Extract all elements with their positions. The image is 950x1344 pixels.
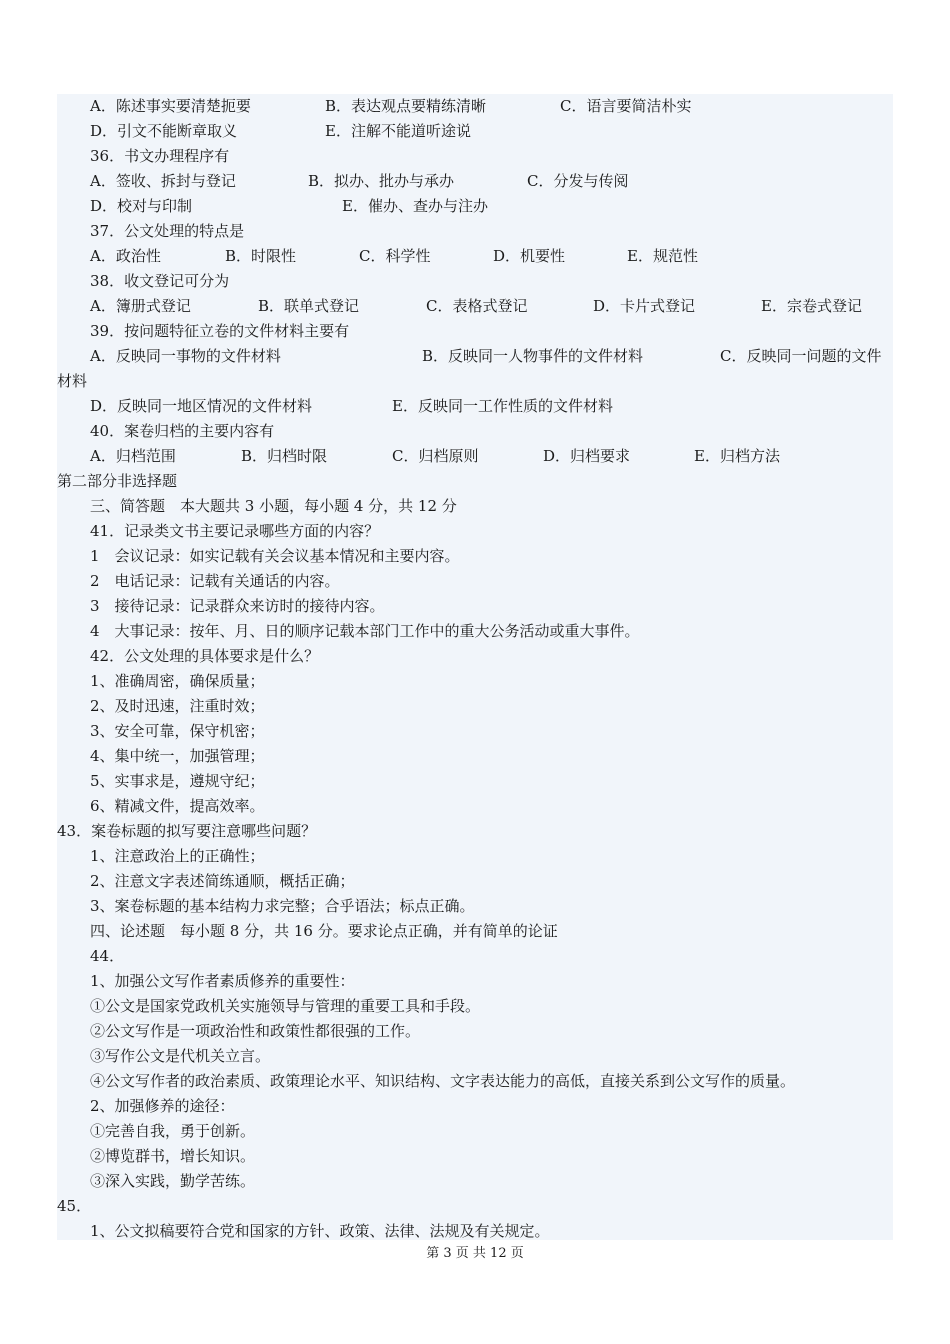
option: D．引文不能断章取义: [90, 122, 238, 140]
answer-line: ④公文写作者的政治素质、政策理论水平、知识结构、文字表达能力的高低，直接关系到公文写作的质量。: [90, 1072, 796, 1090]
option: B．联单式登记: [258, 297, 360, 315]
question-text: 36．书文办理程序有: [90, 147, 230, 165]
options-row: [57, 444, 780, 469]
option: B．时限性: [225, 247, 297, 265]
option: E．催办、查办与注办: [342, 197, 488, 215]
answer-line: 6、精减文件，提高效率。: [90, 797, 265, 815]
answer-line: 2、及时迅速，注重时效；: [90, 697, 265, 715]
option: E．反映同一工作性质的文件材料: [392, 397, 613, 415]
option: A．簿册式登记: [90, 297, 191, 315]
option: A．反映同一事物的文件材料: [90, 347, 281, 365]
option: C．科学性: [359, 247, 431, 265]
options-row: [57, 119, 471, 144]
question-number: 45．: [57, 1197, 92, 1215]
option: A．政治性: [90, 247, 161, 265]
answer-line: 2 电话记录：记载有关通话的内容。: [90, 572, 340, 590]
continuation-text: 材料: [57, 372, 88, 390]
option: C．表格式登记: [426, 297, 528, 315]
answer-line: 1、准确周密，确保质量；: [90, 672, 265, 690]
option: E．归档方法: [694, 447, 780, 465]
question-text: 37．公文处理的特点是: [90, 222, 245, 240]
options-row: [57, 294, 862, 319]
answer-line: ②博览群书，增长知识。: [90, 1147, 256, 1165]
option: B．拟办、批办与承办: [308, 172, 455, 190]
question-text: 39．按问题特征立卷的文件材料主要有: [90, 322, 350, 340]
answer-line: 1、加强公文写作者素质修养的重要性：: [90, 972, 355, 990]
option: E．规范性: [627, 247, 698, 265]
answer-line: 3、安全可靠，保守机密；: [90, 722, 265, 740]
option: D．机要性: [493, 247, 566, 265]
option: A．签收、拆封与登记: [90, 172, 236, 190]
options-row: [57, 394, 613, 419]
answer-line: 4、集中统一，加强管理；: [90, 747, 265, 765]
answer-line: 4 大事记录：按年、月、日的顺序记载本部门工作中的重大公务活动或重大事件。: [90, 622, 640, 640]
option: A．陈述事实要清楚扼要: [90, 97, 251, 115]
answer-line: ③深入实践，勤学苦练。: [90, 1172, 256, 1190]
page-footer: 第 3 页 共 12 页: [426, 1246, 524, 1261]
options-row: [57, 169, 629, 194]
question-text: 40．案卷归档的主要内容有: [90, 422, 275, 440]
option: C．归档原则: [392, 447, 479, 465]
options-row: [57, 244, 698, 269]
answer-line: 1、公文拟稿要符合党和国家的方针、政策、法律、法规及有关规定。: [90, 1222, 550, 1240]
answer-line: 3、案卷标题的基本结构力求完整；合乎语法；标点正确。: [90, 897, 475, 915]
option: B．反映同一人物事件的文件材料: [422, 347, 644, 365]
question-text: 38．收文登记可分为: [90, 272, 230, 290]
option: C．语言要简洁朴实: [560, 97, 692, 115]
options-row: [57, 344, 882, 369]
answer-line: ②公文写作是一项政治性和政策性都很强的工作。: [90, 1022, 421, 1040]
option: D．卡片式登记: [593, 297, 696, 315]
section-heading: 三、简答题 本大题共 3 小题，每小题 4 分，共 12 分: [90, 497, 457, 515]
option: D．校对与印制: [90, 197, 193, 215]
option: B．表达观点要精练清晰: [325, 97, 487, 115]
answer-line: 1 会议记录：如实记载有关会议基本情况和主要内容。: [90, 547, 460, 565]
question-text: 43．案卷标题的拟写要注意哪些问题？: [57, 822, 317, 840]
document-page: [57, 94, 893, 1240]
option: C．分发与传阅: [527, 172, 629, 190]
answer-line: 3 接待记录：记录群众来访时的接待内容。: [90, 597, 385, 615]
option: D．反映同一地区情况的文件材料: [90, 397, 313, 415]
option: D．归档要求: [543, 447, 631, 465]
section-heading: 四、论述题 每小题 8 分，共 16 分。要求论点正确，并有简单的论证: [90, 922, 558, 940]
option: E．注解不能道听途说: [325, 122, 471, 140]
question-text: 41．记录类文书主要记录哪些方面的内容？: [90, 522, 380, 540]
answer-line: 1、注意政治上的正确性；: [90, 847, 265, 865]
answer-line: 2、注意文字表述简练通顺，概括正确；: [90, 872, 355, 890]
answer-line: ③写作公文是代机关立言。: [90, 1047, 271, 1065]
question-text: 42．公文处理的具体要求是什么？: [90, 647, 320, 665]
answer-line: ①公文是国家党政机关实施领导与管理的重要工具和手段。: [90, 997, 481, 1015]
question-number: 44．: [90, 947, 125, 965]
answer-line: 5、实事求是，遵规守纪；: [90, 772, 265, 790]
options-row: [57, 194, 488, 219]
answer-line: ①完善自我，勇于创新。: [90, 1122, 256, 1140]
options-row: [57, 94, 692, 119]
option: C．反映同一问题的文件: [720, 347, 882, 365]
option: B．归档时限: [241, 447, 328, 465]
section-heading: 第二部分非选择题: [57, 472, 178, 490]
option: E．宗卷式登记: [761, 297, 862, 315]
option: A．归档范围: [90, 447, 176, 465]
answer-line: 2、加强修养的途径：: [90, 1097, 235, 1115]
